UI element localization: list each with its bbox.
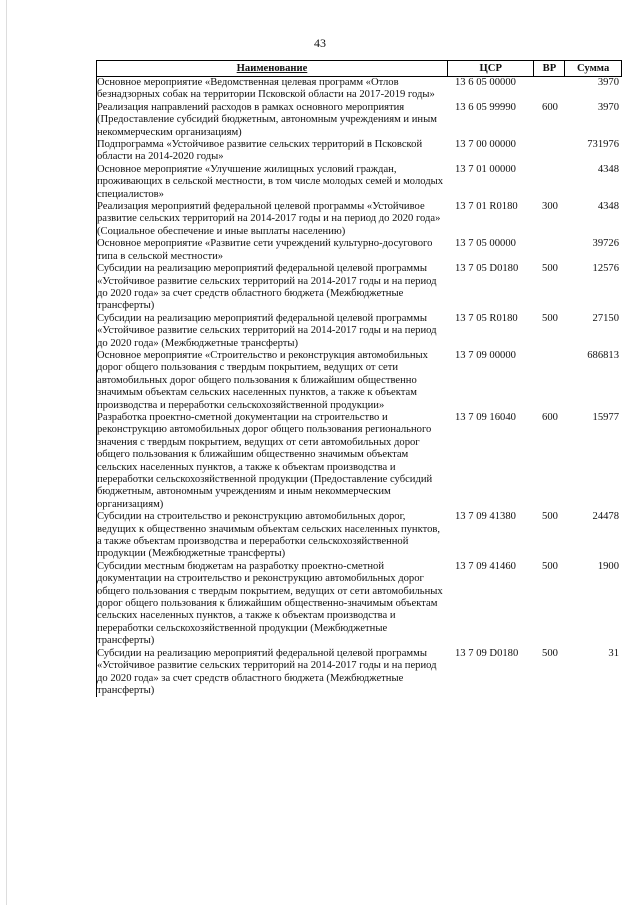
row-name: Реализация направлений расходов в рамках основного мероприятия (Предоставление субсидий бюджетным, автономным учреждениям и иным некоммерческим организациям) xyxy=(97,101,437,138)
row-vr xyxy=(535,164,565,201)
table-row xyxy=(96,350,622,412)
row-name: Основное мероприятие «Развитие сети учреждений культурно-досугового типа в сельской местности» xyxy=(97,238,433,262)
row-sum: 24478 xyxy=(592,511,619,523)
row-vr xyxy=(535,77,565,102)
row-csr: 13 7 09 D0180 xyxy=(455,647,519,659)
table-row xyxy=(96,164,622,201)
row-name: Субсидии на реализацию мероприятий федеральной целевой программы «Устойчивое развитие сельских территорий на 2014-2017 годы и на период до 2020 года» за счет средств областного бюджета (Межбюджетные трансферты) xyxy=(97,647,437,696)
row-vr xyxy=(535,139,565,164)
table-row xyxy=(96,313,622,350)
table-row xyxy=(96,201,622,238)
header-name: Наименование xyxy=(236,63,308,74)
row-vr: 500 xyxy=(542,647,558,659)
row-csr: 13 7 01 R0180 xyxy=(455,201,518,213)
table-row xyxy=(96,238,622,263)
row-name: Субсидии на строительство и реконструкцию автомобильных дорог, ведущих к общественно значимым объектам сельских населенных пунктов, а также объектам производства и переработки сельскохозяйственной продукции (Межбюджетные трансферты) xyxy=(97,511,441,560)
row-sum: 27150 xyxy=(592,312,619,324)
row-vr: 500 xyxy=(542,511,558,523)
row-csr: 13 7 05 D0180 xyxy=(455,263,519,275)
row-sum: 15977 xyxy=(592,411,619,423)
table-row xyxy=(96,648,622,698)
table-row xyxy=(96,412,622,511)
header-csr: ЦСР xyxy=(447,61,534,76)
row-csr: 13 7 00 00000 xyxy=(455,139,516,151)
row-csr: 13 7 09 16040 xyxy=(455,411,516,423)
row-vr: 600 xyxy=(542,411,558,423)
row-vr: 500 xyxy=(542,312,558,324)
row-sum: 39726 xyxy=(592,238,619,250)
row-vr: 500 xyxy=(542,263,558,275)
table-body xyxy=(96,77,622,697)
row-sum: 4348 xyxy=(597,201,619,213)
row-name: Основное мероприятие «Улучшение жилищных условий граждан, проживающих в сельской местности, в том числе молодых семей и молодых специалистов» xyxy=(97,163,444,200)
row-name: Субсидии на реализацию мероприятий федеральной целевой программы «Устойчивое развитие сельских территорий на 2014-2017 годы и на период до 2020 года» за счет средств областного бюджета (Межбюджетные трансферты) xyxy=(97,263,437,312)
row-name: Субсидии местным бюджетам на разработку проектно-сметной документации на строительство и реконструкцию автомобильных дорог общего пользования с твердым покрытием, ведущих от сети автомобильных дорог общего пользования к ближайшим общественно-значимым объектам сельских населенных пунктов, а также к объектам производства и переработки сельскохозяйственной продукции (Межбюджетные трансферты) xyxy=(97,560,443,647)
row-csr: 13 7 09 00000 xyxy=(455,349,516,361)
row-vr xyxy=(535,350,565,412)
budget-table xyxy=(96,60,622,697)
row-sum: 4348 xyxy=(597,163,619,175)
row-sum: 31 xyxy=(608,647,619,659)
row-csr: 13 7 09 41460 xyxy=(455,560,516,572)
row-name: Подпрограмма «Устойчивое развитие сельских территорий в Псковской области на 2014-2020 годы» xyxy=(97,139,423,163)
row-sum: 1900 xyxy=(597,560,619,572)
row-name: Основное мероприятие «Ведомственная целевая программ «Отлов безнадзорных собак на территории Псковской области на 2017-2019 годы» xyxy=(97,77,435,101)
page-edge-line xyxy=(6,0,7,905)
row-sum: 12576 xyxy=(592,263,619,275)
table-header xyxy=(96,60,622,77)
table-row xyxy=(96,561,622,648)
row-csr: 13 7 09 41380 xyxy=(455,511,516,523)
row-name: Реализация мероприятий федеральной целевой программы «Устойчивое развитие сельских территорий на 2014-2017 годы и на период до 2020 года» (Социальное обеспечение и иные выплаты населению) xyxy=(97,201,441,237)
table-row xyxy=(96,139,622,164)
row-vr: 300 xyxy=(542,201,558,213)
row-name: Основное мероприятие «Строительство и реконструкция автомобильных дорог общего пользования с твердым покрытием, ведущих от сети автомобильных дорог общего пользования к ближайшим общественно значимым объектам сельских населенных пунктов, а также к объектам производства и переработки сельскохозяйственной продукции» xyxy=(97,349,428,411)
row-name: Разработка проектно-сметной документации на строительство и реконструкцию автомобильных дорог общего пользования регионального значения с твердым покрытием, ведущих от сети автомобильных дорог общего пользования к ближайшим общественно значимым объектам сельских населенных пунктов, а также к объектам производства и переработки сельскохозяйственной продукции (Предоставление субсидий бюджетным, автономным учреждениям и иным некоммерческим организациям) xyxy=(97,411,433,510)
row-vr: 600 xyxy=(542,101,558,113)
page-number: 43 xyxy=(314,36,326,50)
row-csr: 13 6 05 00000 xyxy=(455,77,516,88)
row-csr: 13 7 05 R0180 xyxy=(455,312,518,324)
row-csr: 13 6 05 99990 xyxy=(455,101,516,113)
row-vr: 500 xyxy=(542,560,558,572)
row-csr: 13 7 01 00000 xyxy=(455,163,516,175)
row-name: Субсидии на реализацию мероприятий федеральной целевой программы «Устойчивое развитие сельских территорий на 2014-2017 годы и на период до 2020 года» (Межбюджетные трансферты) xyxy=(97,312,437,349)
row-sum: 686813 xyxy=(587,349,619,361)
table-row xyxy=(96,77,622,102)
header-vr: ВР xyxy=(533,61,564,76)
table-row xyxy=(96,102,622,139)
table-row xyxy=(96,511,622,561)
row-vr xyxy=(535,238,565,263)
row-sum: 731976 xyxy=(587,139,619,151)
row-csr: 13 7 05 00000 xyxy=(455,238,516,250)
row-sum: 3970 xyxy=(597,101,619,113)
header-sum: Сумма xyxy=(564,61,621,76)
row-sum: 3970 xyxy=(597,77,619,88)
table-row xyxy=(96,263,622,313)
